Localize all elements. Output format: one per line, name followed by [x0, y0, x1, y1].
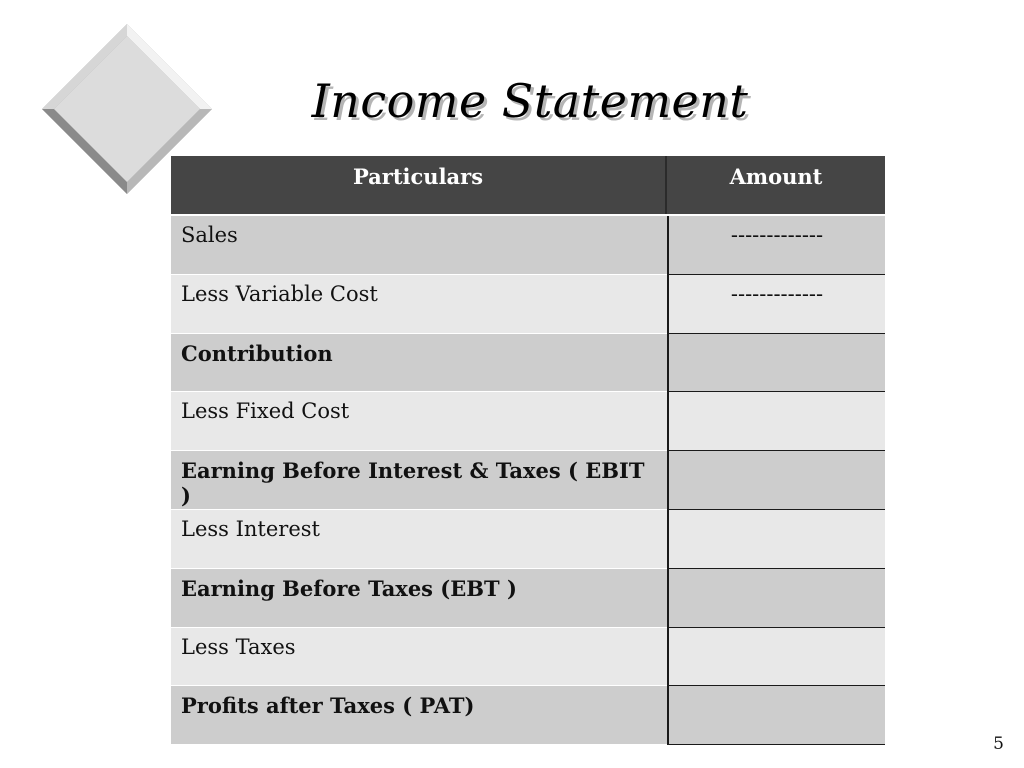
slide-title: Income Statement — [311, 74, 749, 128]
table-row — [171, 686, 885, 745]
row-amount — [667, 451, 885, 510]
row-particular: Earning Before Taxes (EBT ) — [171, 569, 667, 628]
row-amount: ------------- — [667, 275, 885, 334]
row-particular: Profits after Taxes ( PAT) — [171, 686, 667, 745]
row-particular: Earning Before Interest & Taxes ( EBIT ) — [171, 451, 667, 510]
row-particular: Less Interest — [171, 510, 667, 569]
table-row — [171, 510, 885, 569]
row-amount — [667, 392, 885, 451]
row-amount — [667, 628, 885, 687]
row-amount: ------------- — [667, 216, 885, 275]
header-particulars: Particulars — [171, 156, 667, 214]
table-row — [171, 569, 885, 628]
table-body — [171, 216, 885, 745]
header-amount: Amount — [667, 156, 885, 214]
table-row — [171, 216, 885, 275]
table-row — [171, 451, 885, 510]
table-row — [171, 334, 885, 393]
row-particular: Less Fixed Cost — [171, 392, 667, 451]
row-amount — [667, 569, 885, 628]
row-particular: Less Taxes — [171, 628, 667, 687]
row-amount — [667, 510, 885, 569]
page-number: 5 — [993, 734, 1004, 754]
table-row — [171, 392, 885, 451]
row-amount — [667, 334, 885, 393]
row-amount — [667, 686, 885, 745]
table-row — [171, 628, 885, 687]
row-particular: Contribution — [171, 334, 667, 393]
table-header-row — [171, 156, 885, 216]
row-particular: Sales — [171, 216, 667, 275]
income-statement-table — [171, 156, 885, 745]
table-row — [171, 275, 885, 334]
row-particular: Less Variable Cost — [171, 275, 667, 334]
